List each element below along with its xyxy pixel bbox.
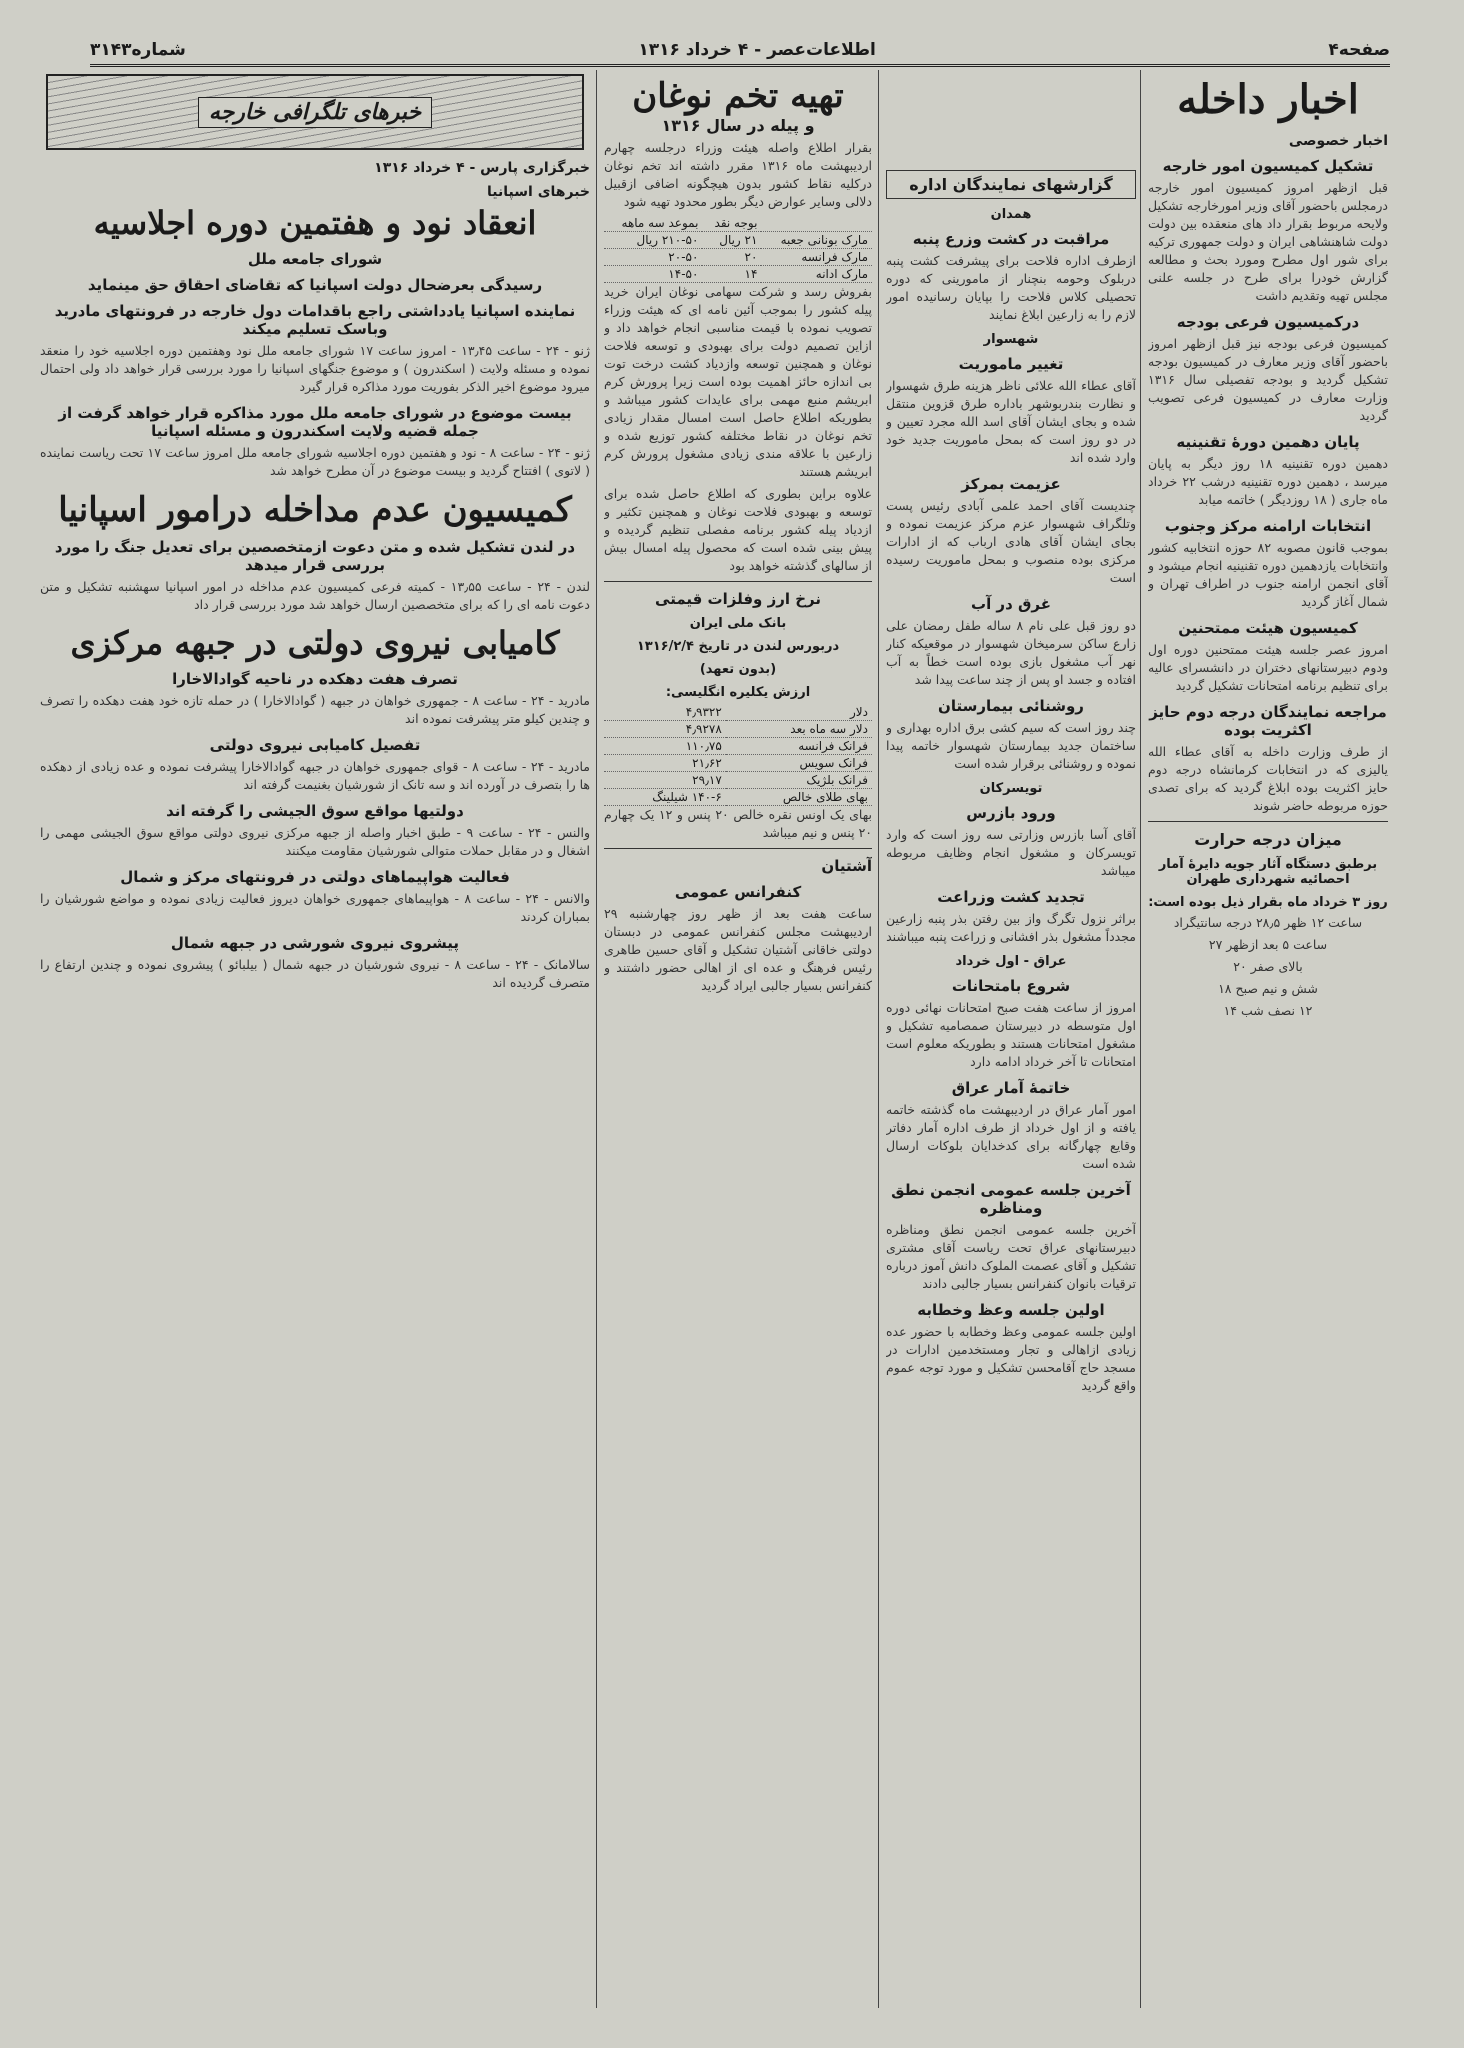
- article-heading: شروع بامتحانات: [951, 977, 1071, 995]
- article-heading: تغییر ماموریت: [958, 355, 1064, 373]
- silkworm-title: تهیه تخم نوغان: [632, 76, 844, 116]
- table-row: فرانک بلژیک ۲۹٫۱۷: [604, 772, 872, 789]
- article-heading: تفصیل کامیابی نیروی دولتی: [209, 736, 421, 754]
- silkworm-price-table: [604, 215, 872, 283]
- article-heading: ورود بازرس: [966, 804, 1056, 822]
- no-commitment: (بدون تعهد): [699, 662, 777, 677]
- temperature-date: روز ۳ خرداد ماه بقرار ذیل بوده است:: [1148, 895, 1388, 910]
- article-text: آقای آسا بازرس وزارتی سه روز است که وارد تویسرکان و مشغول انجام وظایف مربوطه میباشد: [886, 827, 1136, 878]
- temperature-row: شش و نیم صبح ۱۸: [1218, 981, 1318, 996]
- article-text: امروز از ساعت هفت صبح امتحانات نهائی دوره اول متوسطه در دبیرستان صمصامیه تشکیل و مشغول امتحانات هستند و بطوریکه معلوم است امتحانات تا آخر خرداد ادامه دارد: [886, 1000, 1136, 1069]
- temperature-row: بالای صفر ۲۰: [1233, 959, 1303, 974]
- temperature-row: ساعت ۵ بعد ازظهر ۲۷: [1208, 937, 1328, 952]
- silkworm-body: بفروش رسد و شرکت سهامی نوغان ایران خرید پیله کشور را بموجب آئین نامه ای که هیئت وزراء تصویب نموده با قیمت مناسبی انجام خواهد داد و ازاین تصمیم دولت برای بهبودی و توسعه فلاحت نوغان و همچنین توسعه وازدیاد کشت درخت توت بی اندازه حائز اهمیت بوده است زیرا پرورش کرم ابریشم منبع مهمی برای عایدات کشور میباشد و بطوریکه اطلاع حاصل است امسال مقدار زیادی تخم نوغان در نقاط مختلفه کشور توزیع شده و زارعین با علاقه مندی زیادی مشغول پرورش کرم ابریشم هستند: [604, 284, 872, 479]
- article-text: والانس - ۲۴ - ساعت ۸ - هواپیماهای جمهوری خواهان دیروز فعالیت زیادی نموده و مواضع شورشیان را بمباران کردند: [40, 891, 590, 924]
- region-label: تویسرکان: [979, 781, 1043, 796]
- column-rule: [1140, 70, 1141, 2008]
- article-text: ساعت هفت بعد از ظهر روز چهارشنبه ۲۹ اردیبهشت مجلس کنفرانس عمومی در دبستان دولتی خاقانی آشتیان تشکیل و آقای حسین طاهری رئیس فرهنگ و عده ای از اهالی حضور داشتند و کنفرانس بسیار جالبی ایراد گردید: [604, 906, 872, 993]
- table-row: مارک بونانی جعبه ۲۱ ریال ۲۱۰-۵۰ ریال: [604, 232, 872, 249]
- subheadline: نماینده اسپانیا یادداشتی راجع باقدامات دول خارجه در فرونتهای مادرید وباسک تسلیم میکند: [54, 302, 576, 338]
- pars-dateline: خبرگزاری پارس - ۴ خرداد ۱۳۱۶: [374, 160, 590, 176]
- table-row: بهای طلای خالص ۱۴۰-۶ شیلینگ: [604, 789, 872, 806]
- article-heading: غرق در آب: [971, 595, 1051, 613]
- article-heading: انتخابات ارامنه مرکز وجنوب: [1164, 517, 1372, 535]
- exchange-rates-table: [604, 704, 872, 806]
- region-label: عراق - اول خرداد: [955, 954, 1067, 969]
- article-heading: دولتیها مواقع سوق الجیشی را گرفته اند: [166, 802, 464, 820]
- article-text: آقای عطاء الله علائی ناظر هزینه طرق شهسوار و نظارت بندربوشهر باداره طرق قزوین منتقل شده و بجای ایشان آقای اسد الله مجرد تعیین و در دو روز است که بمحل ماموریت جدید خود وارد شده اند: [886, 378, 1136, 465]
- table-row: فرانک سویس ۲۱٫۶۲: [604, 755, 872, 772]
- column-rule: [878, 70, 879, 2008]
- rates-title: نرخ ارز وفلزات قیمتی: [655, 590, 821, 608]
- article-text: مادرید - ۲۴ - ساعت ۸ - جمهوری خواهان در جبهه ( گوادالاخارا ) در حمله تازه خود هفت دهکده را تصرف و چندین کیلو متر پیشرفت نموده اند: [40, 693, 590, 726]
- column-regional-reports: [886, 70, 1136, 2008]
- article-heading: خاتمهٔ آمار عراق: [951, 1079, 1071, 1097]
- page-number: صفحه۴: [1328, 40, 1390, 60]
- article-heading: تجدید کشت وزراعت: [937, 888, 1085, 906]
- telegraph-banner-label: خبرهای تلگرافی خارجه: [198, 97, 432, 128]
- spain-label: خبرهای اسپانیا: [487, 184, 590, 200]
- table-row: فرانک فرانسه ۱۱۰٫۷۵: [604, 738, 872, 755]
- subheadline: شورای جامعه ملل: [247, 250, 383, 268]
- subheadline: رسیدگی بعرضحال دولت اسپانیا که تقاضای احقاق حق مینماید: [87, 276, 543, 294]
- section-title-internal: اخبار داخله: [1177, 76, 1359, 123]
- headline-nonintervention: کمیسیون عدم مداخله درامور اسپانیا: [58, 490, 572, 530]
- article-heading: مراقبت در کشت وزرع پنبه: [912, 230, 1110, 248]
- bourse-date: دربورس لندن در تاریخ ۱۳۱۶/۲/۴: [636, 639, 840, 654]
- masthead: [90, 36, 1390, 67]
- article-heading: درکمیسیون فرعی بودجه: [1176, 313, 1360, 331]
- special-news-label: اخبار خصوصی: [1288, 133, 1388, 149]
- issue-number: شماره۳۱۴۳: [90, 40, 186, 60]
- column-silkworm: [604, 70, 872, 2008]
- silkworm-subtitle: و پیله در سال ۱۳۱۶: [661, 116, 815, 135]
- masthead-date: اطلاعات‌عصر - ۴ خرداد ۱۳۱۶: [638, 40, 876, 60]
- article-text: مادرید - ۲۴ - ساعت ۸ - قوای جمهوری خواهان در جبهه گوادالاخارا پیشرفت نموده و عده زیادی از دهکده ها را بتصرف در آورده اند و سه تانک از شورشیان بغنیمت گرفته اند: [40, 759, 590, 792]
- article-text: اولین جلسه عمومی وعظ وخطابه با حضور عده زیادی ازاهالی و تجار ومستخدمین ادارات در مسجد حاج آقامحسن تشکیل و مورد توجه عموم واقع گردید: [886, 1324, 1136, 1393]
- price-head: بموعد سه ماهه: [604, 215, 702, 232]
- article-text: دهمین دوره تقنینیه ۱۸ روز دیگر به پایان میرسد ، دهمین دوره تقنینیه درشب ۲۲ خرداد ماه جاری ( ۱۸ روزدیگر ) خاتمه میابد: [1148, 456, 1388, 507]
- temperature-title: میزان درجه حرارت: [1194, 830, 1342, 849]
- region-label: شهسوار: [983, 332, 1039, 347]
- article-text: براثر نزول تگرگ واز بین رفتن بذر پنبه زارعین مجدداً مشغول بذر افشانی و زراعت پنبه میباشند: [886, 911, 1136, 944]
- article-heading: کنفرانس عمومی: [674, 883, 802, 901]
- reports-subtitle: گزارشهای نمایندگان اداره: [886, 170, 1136, 199]
- pound-value-label: ارزش یکلیره انگلیسی:: [665, 685, 811, 700]
- column-rule: [596, 70, 597, 2008]
- article-heading: آخرین جلسه عمومی انجمن نطق ومناظره: [891, 1181, 1131, 1217]
- article-text: دو روز قبل علی نام ۸ ساله طفل رمضان علی زارع ساکن سرمیخان شهسوار در موقعیکه کنار نهر آب مشغول بازی بوده است خطاً به آب افتاده و جسد او پس از چند ساعت پیدا شد: [886, 618, 1136, 687]
- article-heading: پیشروی نیروی شورشی در جبهه شمال: [170, 934, 460, 952]
- silkworm-body: علاوه براین بطوری که اطلاع حاصل شده برای توسعه و بهبودی فلاحت نوغان و همچنین تکثیر و ازدیاد پیله کشور برنامه مفصلی تنظیم گردیده و پیش بینی شده است که محصول پیله امسال بیش از سالهای گذشته خواهد بود: [604, 486, 872, 573]
- article-text: ازطرف اداره فلاحت برای پیشرفت کشت پنبه دربلوک وحومه بنچنار از مامورینی که دوره تحصیلی کلاس فلاحت را بپایان رسانیده امور لازم را به زارعین ابلاغ نمایند: [886, 253, 1136, 322]
- article-text: امروز عصر جلسه هیئت ممتحنین دوره اول ودوم دبیرستانهای دختران در دانشسرای عالیه برای تنظیم برنامه امتحانات تشکیل گردید: [1148, 642, 1388, 693]
- article-text: کمیسیون فرعی بودجه نیز قبل ازظهر امروز باحضور آقای وزیر معارف در کمیسیون بودجه تشکیل گردید و بودجه تفصیلی سال ۱۳۱۶ وزارت معارف در کمیسیون فرعی تصویب گردید: [1148, 336, 1388, 423]
- telegraph-banner: [46, 74, 584, 150]
- table-row: دلار ۴٫۹۳۲۲: [604, 704, 872, 721]
- article-text: سالامانک - ۲۴ - ساعت ۸ - نیروی شورشیان در جبهه شمال ( بیلبائو ) پیشروی نموده و چندین ارتفاع را متصرف گردیده اند: [40, 957, 590, 990]
- article-heading: فعالیت هواپیماهای دولتی در فرونتهای مرکز و شمال: [120, 868, 510, 886]
- article-text: چندیست آقای احمد علمی آبادی رئیس پست وتلگراف شهسوار عزم مرکز عزیمت نموده و بجای ایشان آقای هادی ارباب که از ادارات مرکزی بوده منصوب و بمحل ماموریت رسیده است: [886, 498, 1136, 585]
- temperature-subtitle: برطبق دستگاه آثار جویه دایرهٔ آمار احصائیه شهرداری طهران: [1158, 857, 1378, 887]
- article-text: امور آمار عراق در اردیبهشت ماه گذشته خاتمه یافته و از اول خرداد از طرف اداره آمار دفاتر وقایع چهارگانه برای کدخدایان بلوکات ارسال شده است: [886, 1102, 1136, 1171]
- headline-league: انعقاد نود و هفتمین دوره اجلاسیه: [93, 204, 537, 242]
- article-text: آخرین جلسه عمومی انجمن نطق ومناظره دبیرستانهای عراق تحت ریاست آقای مشتری تشکیل و آقای عصمت الملوک دانش آموز درباره ترقیات بانوان کنفرانس بسیار جالبی دادند: [886, 1222, 1136, 1291]
- column-foreign-news: [40, 70, 590, 2008]
- bank-name: بانک ملی ایران: [689, 616, 787, 631]
- article-text: بموجب قانون مصوبه ۸۲ حوزه انتخابیه کشور وانتخابات یازدهمین دوره تقنینیه انجام میشود و آقای انجمن ارامنه جنوب در اطراف تهران و شمال آغاز گردید: [1148, 540, 1388, 609]
- rates-note: بهای یک اونس نقره خالص ۲۰ پنس و ۱۲ یک چهارم ۲۰ پنس و نیم میباشد: [604, 807, 872, 840]
- table-row: دلار سه ماه بعد ۴٫۹۲۷۸: [604, 721, 872, 738]
- temperature-row: ساعت ۱۲ ظهر ۲۸٫۵ درجه سانتیگراد: [1173, 915, 1363, 930]
- subheadline: تصرف هفت دهکده در ناحیه گوادالاخارا: [172, 670, 458, 688]
- price-head: بوجه نقد: [702, 215, 761, 232]
- article-text: قبل ازظهر امروز کمیسیون امور خارجه درمجلس باحضور آقای وزیر امورخارجه تشکیل ولایحه مربوط بقرار داد های منعقده بین دولت دولت شاهنشاهی ایران و دولت جمهوری ترکیه برای شور اول مطرح ومورد بحث و مطالعه گزارش خودرا برای طرح در جلسه علنی مجلس تهیه وتقدیم داشت: [1148, 180, 1388, 303]
- article-text: ژنو - ۲۴ - ساعت ۱۳٫۴۵ - امروز ساعت ۱۷ شورای جامعه ملل نود وهفتمین دوره اجلاسیه خود را منعقد نموده و مسئله ولایت ( اسکندرون ) و موضوع جنگهای اسپانیا را مورد بررسی قرار خواهد داد ولی احتمال میرود موضوع اخیر الذکر بفوریت مورد مذاکره قرار گیرد: [40, 343, 590, 394]
- silkworm-intro: بقرار اطلاع واصله هیئت وزراء درجلسه چهارم اردیبهشت ماه ۱۳۱۶ مقرر داشته اند تخم نوغان درکلیه نقاط کشور بدون هیچگونه اضافی ازقبیل دلالی وسایر عوارض دیگر بطور محدود تهیه شود: [604, 140, 872, 209]
- article-heading: بیست موضوع در شورای جامعه ملل مورد مذاکره قرار خواهد گرفت از جمله قضیه ولایت اسکندرون و مسئله اسپانیا: [58, 404, 572, 440]
- article-heading: اولین جلسه وعظ وخطابه: [917, 1301, 1105, 1319]
- article-text: از طرف وزارت داخله به آقای عطاء الله یالیزی که در انتخابات کرمانشاه درجه دوم حایز اکثریت بوده ابلاغ گردید که برای تصدی حوزه مربوطه حاضر شوند: [1148, 744, 1388, 813]
- subheadline: در لندن تشکیل شده و متن دعوت ازمتخصصین برای تعدیل جنگ را مورد بررسی قرار میدهد: [54, 538, 576, 574]
- column-internal-news: [1148, 70, 1388, 2008]
- article-text: لندن - ۲۴ - ساعت ۱۳٫۵۵ - کمیته فرعی کمیسیون عدم مداخله در امور اسپانیا سهشنبه تشکیل و متن دعوت نامه ای را که برای متخصصین ارسال خواهد شد مورد بررسی قرار داد: [40, 579, 590, 612]
- article-heading: مراجعه نمایندگان درجه دوم حایز اکثریت بوده: [1149, 703, 1387, 739]
- article-text: والنس - ۲۴ - ساعت ۹ - طبق اخبار واصله از جبهه مرکزی نیروی دولتی مواقع سوق الجیشی مهمی را اشغال و در مقابل حملات متوالی شورشیان مقاومت میکنند: [40, 825, 590, 858]
- article-text: چند روز است که سیم کشی برق اداره بهداری و ساختمان جدید بیمارستان شهسوار خاتمه پیدا نموده و روشنائی برقرار شده است: [886, 720, 1136, 771]
- region-label: همدان: [990, 207, 1032, 222]
- article-heading: تشکیل کمیسیون امور خارجه: [1162, 157, 1374, 175]
- headline-central-front: کامیابی نیروی دولتی در جبهه مرکزی: [70, 624, 560, 662]
- table-row: مارک ادانه ۱۴ ۱۴-۵۰: [604, 266, 872, 283]
- article-heading: عزیمت بمرکز: [961, 475, 1061, 493]
- article-heading: پایان دهمین دورهٔ تقنینیه: [1176, 433, 1360, 451]
- region-label: آشتیان: [821, 857, 872, 875]
- table-row: مارک فرانسه ۲۰ ۲۰-۵۰: [604, 249, 872, 266]
- article-text: ژنو - ۲۴ - ساعت ۸ - نود و هفتمین دوره اجلاسیه شورای جامعه ملل امروز ساعت ۱۷ تحت ریاست نماینده ( لاتوی ) افتتاح گردید و بیست موضوع در آن مطرح خواهد شد: [40, 445, 590, 478]
- temperature-row: ۱۲ نصف شب ۱۴: [1223, 1003, 1313, 1018]
- article-heading: روشنائی بیمارستان: [938, 697, 1084, 715]
- article-heading: کمیسیون هیئت ممتحنین: [1178, 619, 1358, 637]
